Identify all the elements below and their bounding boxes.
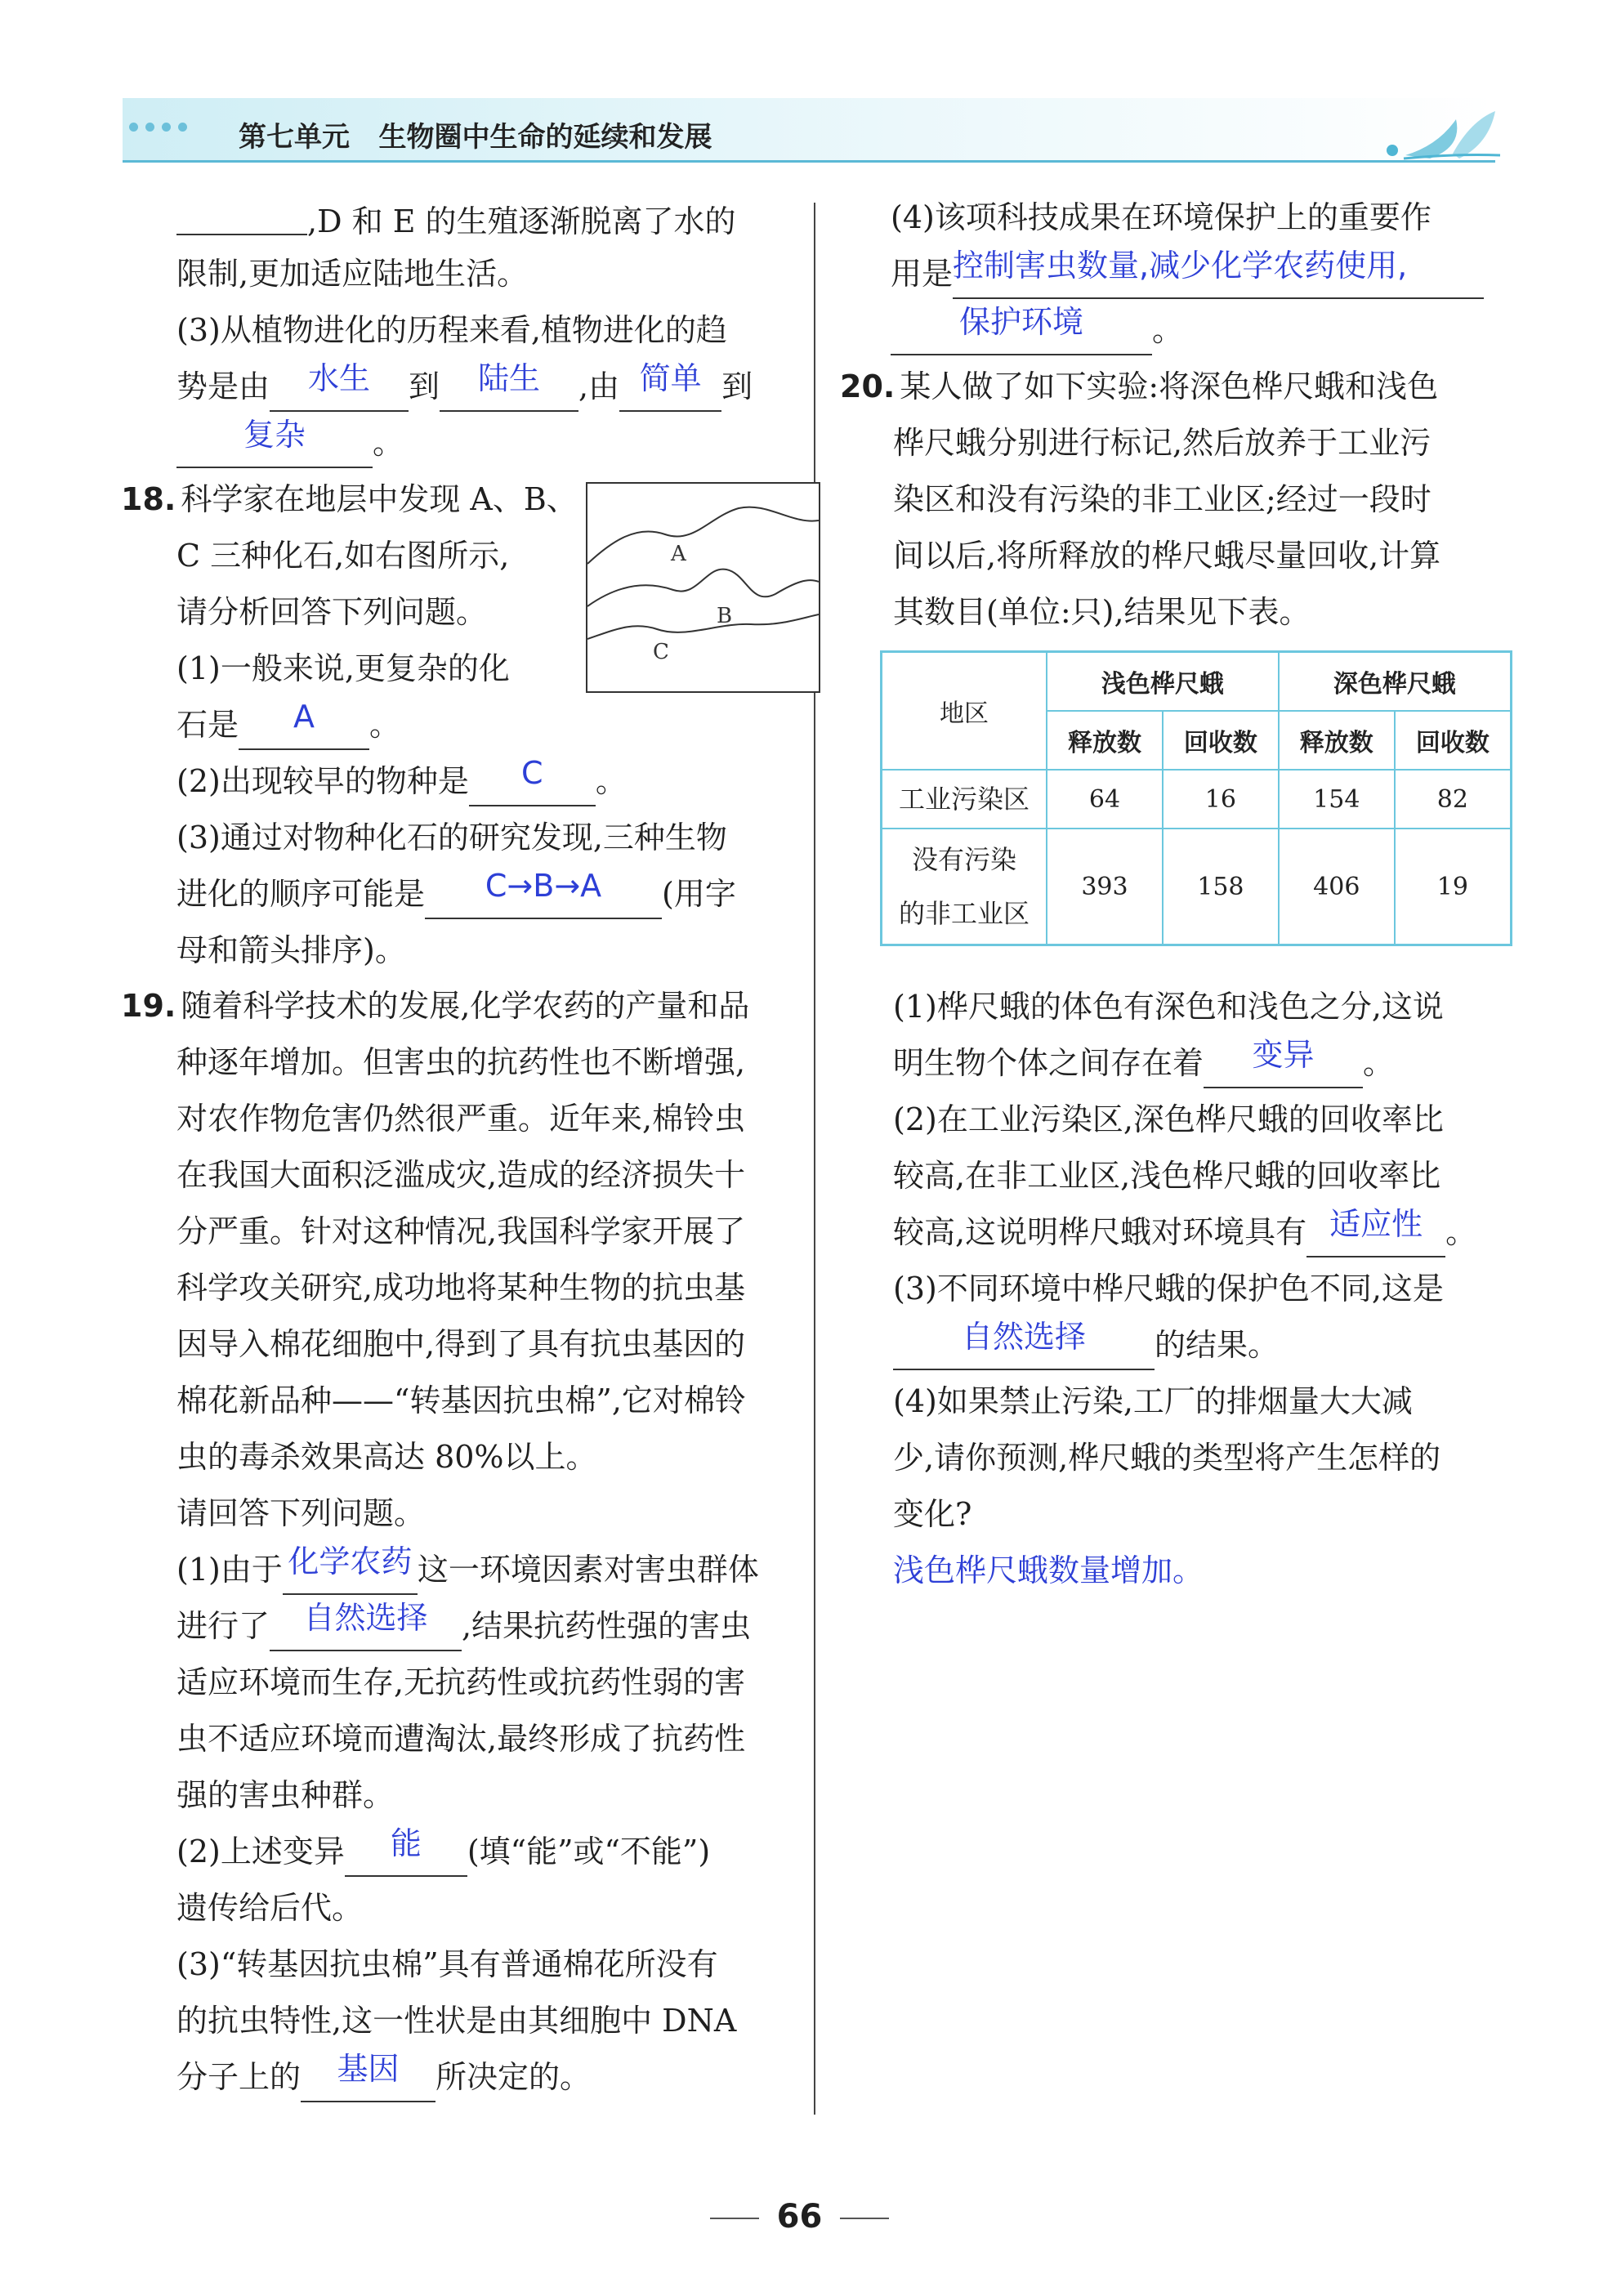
handwritten-answer: 变异 (1252, 1037, 1315, 1073)
table-cell: 393 (1047, 829, 1163, 945)
text: 虫不适应环境而遭淘汰,最终形成了抗药性 (176, 1721, 746, 1757)
text: 明生物个体之间存在着 (893, 1045, 1204, 1081)
table-header-region: 地区 (882, 652, 1047, 771)
answer-blank[interactable] (891, 304, 1152, 355)
answer-blank[interactable] (893, 1319, 1155, 1370)
table-cell: 16 (1163, 770, 1279, 829)
question-number: 19. (121, 988, 176, 1024)
text: 适应环境而生存,无抗药性或抗药性弱的害 (176, 1664, 746, 1700)
text: 这一环境因素对害虫群体 (417, 1552, 759, 1588)
text: 种逐年增加。但害虫的抗药性也不断增强, (176, 1044, 746, 1080)
answer-blank[interactable] (425, 868, 662, 919)
text: 其数目(单位:只),结果见下表。 (893, 594, 1311, 630)
handwritten-answer: 保护环境 (958, 304, 1083, 340)
text: 棉花新品种——“转基因抗虫棉”,它对棉铃 (176, 1383, 746, 1418)
moth-data-table (880, 650, 1512, 946)
q17-continuation (176, 190, 753, 471)
answer-blank[interactable] (619, 360, 721, 412)
fossil-label-b: B (717, 604, 733, 628)
text: 的抗虫特性,这一性状是由其细胞中 DNA (176, 2003, 737, 2039)
handwritten-answer: 复杂 (243, 417, 306, 453)
text: 。 (595, 763, 627, 799)
unit-label: 第七单元 (239, 121, 350, 154)
text: 进化的顺序可能是 (176, 876, 426, 912)
table-cell: 64 (1047, 770, 1163, 829)
text: 桦尺蛾分别进行标记,然后放养于工业污 (893, 425, 1432, 461)
handwritten-answer: 水生 (308, 360, 371, 396)
text: 因导入棉花细胞中,得到了具有抗虫基因的 (176, 1326, 746, 1362)
text: (3)不同环境中桦尺蛾的保护色不同,这是 (893, 1271, 1444, 1307)
text: 分严重。针对这种情况,我国科学家开展了 (176, 1213, 746, 1249)
text: 所决定的。 (435, 2059, 592, 2095)
answer-blank[interactable] (301, 2051, 435, 2102)
q20-questions (893, 979, 1476, 1599)
text: 限制,更加适应陆地生活。 (176, 256, 529, 292)
row-label-line2: 的非工业区 (898, 898, 1030, 929)
text: 较高,在非工业区,浅色桦尺蛾的回收率比 (893, 1158, 1441, 1194)
text: 。 (1152, 312, 1184, 348)
unit-title: 生物圈中生命的延续和发展 (378, 121, 712, 154)
handwritten-answer: A (293, 699, 315, 735)
answer-blank[interactable] (270, 1600, 462, 1651)
answer-blank[interactable] (239, 699, 369, 750)
text: 对农作物危害仍然很严重。近年来,棉铃虫 (176, 1101, 746, 1137)
handwritten-answer: 陆生 (478, 360, 541, 396)
text: 请回答下列问题。 (176, 1495, 426, 1531)
page-number: 66 (0, 2198, 1599, 2236)
handwritten-answer: 能 (390, 1825, 422, 1861)
answer-blank[interactable] (953, 248, 1484, 299)
table-header-light-moth: 浅色桦尺蛾 (1047, 652, 1279, 712)
text: (4)该项科技成果在环境保护上的重要作 (891, 199, 1432, 235)
table-cell: 158 (1163, 829, 1279, 945)
text: 染区和没有污染的非工业区;经过一段时 (893, 481, 1432, 517)
answer-blank[interactable] (176, 193, 307, 235)
row-label (882, 829, 1047, 945)
stratum-line-top (587, 507, 819, 564)
text: (2)在工业污染区,深色桦尺蛾的回收率比 (893, 1101, 1444, 1137)
text: 。 (373, 425, 404, 461)
handwritten-answer: 化学农药 (288, 1543, 413, 1579)
answer-blank[interactable] (345, 1825, 467, 1877)
text: ,D 和 E 的生殖逐渐脱离了水的 (307, 203, 736, 239)
fossil-label-a: A (671, 542, 686, 566)
text: 到 (721, 369, 753, 404)
fossil-strata-figure (586, 482, 820, 693)
text: 到 (409, 369, 440, 404)
text: (3)通过对物种化石的研究发现,三种生物 (176, 820, 727, 855)
handwritten-answer: 适应性 (1329, 1206, 1423, 1242)
handwritten-answer: C (521, 755, 543, 791)
text: 分子上的 (176, 2059, 301, 2095)
handwritten-answer: 自然选择 (303, 1600, 428, 1636)
handwritten-answer: 基因 (337, 2051, 400, 2087)
text: 虫的毒杀效果高达 80%以上。 (176, 1439, 597, 1475)
stratum-line-middle (587, 570, 819, 606)
table-subheader-released: 释放数 (1279, 711, 1395, 770)
text: 科学攻关研究,成功地将某种生物的抗虫基 (176, 1270, 746, 1306)
q19-block (121, 978, 759, 2106)
answer-blank[interactable] (283, 1543, 418, 1595)
text: 的结果。 (1155, 1327, 1280, 1363)
row-label-line1: 没有污染 (911, 844, 1016, 875)
header-rule (123, 160, 1495, 163)
answer-blank[interactable] (270, 360, 409, 412)
handwritten-answer: 控制害虫数量,减少化学农药使用, (953, 248, 1408, 284)
fossil-label-c: C (653, 640, 669, 664)
answer-blank[interactable] (1306, 1206, 1445, 1257)
text: 在我国大面积泛滥成灾,造成的经济损失十 (176, 1157, 746, 1193)
text: 用是 (891, 256, 954, 292)
table-row (882, 829, 1512, 945)
handwritten-answer: 浅色桦尺蛾数量增加。 (893, 1552, 1204, 1588)
handwritten-answer: 自然选择 (961, 1319, 1086, 1355)
q17-part3-text: (3)从植物进化的历程来看,植物进化的趋 (176, 312, 727, 348)
text: 变化? (893, 1496, 972, 1532)
question-number: 18. (121, 481, 176, 517)
text: 随着科学技术的发展,化学农药的产量和品 (181, 988, 750, 1024)
text: 较高,这说明桦尺蛾对环境具有 (893, 1214, 1307, 1250)
text: ,结果抗药性强的害虫 (462, 1608, 752, 1644)
header-dots-icon (129, 123, 187, 132)
text: (1)桦尺蛾的体色有深色和浅色之分,这说 (893, 989, 1444, 1025)
text: 。 (1363, 1045, 1395, 1081)
text: (1)一般来说,更复杂的化 (176, 650, 510, 686)
handwritten-answer: C→B→A (485, 868, 602, 904)
text: (填“能”或“不能”) (467, 1834, 711, 1869)
text: (2)出现较早的物种是 (176, 763, 469, 799)
q19-part4 (891, 190, 1484, 359)
table-cell: 82 (1395, 770, 1512, 829)
handwritten-answer: 简单 (639, 360, 702, 396)
table-subheader-recaptured: 回收数 (1395, 711, 1512, 770)
text: 石是 (176, 707, 239, 743)
text: 。 (369, 707, 401, 743)
text: 间以后,将所释放的桦尺蛾尽量回收,计算 (893, 538, 1441, 574)
text: 进行了 (176, 1608, 270, 1644)
table-cell: 406 (1279, 829, 1395, 945)
text: 强的害虫种群。 (176, 1777, 395, 1813)
leaf-decoration-icon (1381, 96, 1503, 165)
table-cell: 19 (1395, 829, 1512, 945)
text: ,由 (578, 369, 620, 404)
answer-blank[interactable] (469, 755, 596, 806)
page-header-title (239, 114, 712, 154)
text: (用字 (662, 876, 736, 912)
table-subheader-recaptured: 回收数 (1163, 711, 1279, 770)
table-row (882, 770, 1512, 829)
text: 某人做了如下实验:将深色桦尺蛾和浅色 (900, 369, 1439, 404)
text: 请分析回答下列问题。 (176, 594, 488, 630)
text: (2)上述变异 (176, 1834, 345, 1869)
answer-blank[interactable] (176, 417, 373, 468)
question-number: 20. (840, 369, 896, 404)
row-label: 工业污染区 (882, 770, 1047, 829)
table-header-dark-moth: 深色桦尺蛾 (1279, 652, 1512, 712)
answer-blank[interactable] (440, 360, 578, 412)
text: 势是由 (176, 369, 270, 404)
q20-block (840, 359, 1440, 641)
table-subheader-released: 释放数 (1047, 711, 1163, 770)
text: (4)如果禁止污染,工厂的排烟量大大减 (893, 1383, 1413, 1419)
text: (3)“转基因抗虫棉”具有普通棉花所没有 (176, 1946, 718, 1982)
text: 母和箭头排序)。 (176, 932, 406, 968)
table-cell: 154 (1279, 770, 1395, 829)
answer-blank[interactable] (1204, 1037, 1363, 1088)
text: 。 (1445, 1214, 1477, 1250)
text: 遗传给后代。 (176, 1890, 364, 1926)
text: (1)由于 (176, 1552, 283, 1588)
text: C 三种化石,如右图所示, (176, 538, 510, 574)
stratum-line-bottom (587, 614, 819, 639)
text: 科学家在地层中发现 A、B、 (181, 481, 578, 517)
text: 少,请你预测,桦尺蛾的类型将产生怎样的 (893, 1440, 1441, 1476)
